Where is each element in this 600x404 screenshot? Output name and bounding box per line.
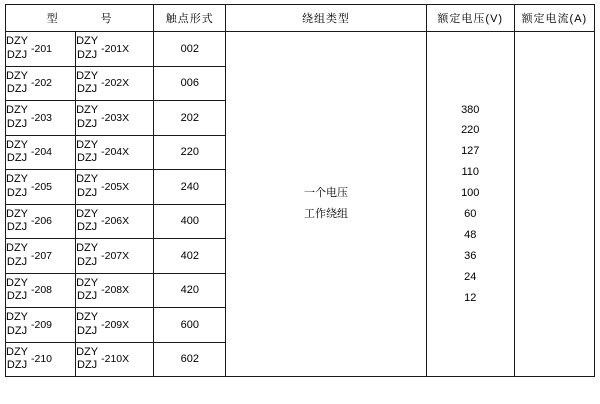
model-suffix: -202 (31, 77, 53, 90)
model-cell-b (76, 32, 154, 67)
model-prefix-dzj: DZJ (6, 117, 28, 130)
model-prefix-dzy: DZY (6, 69, 28, 82)
model-prefix-dzj: DZJ (77, 83, 98, 96)
specification-table (5, 4, 595, 377)
model-prefix-dzj: DZJ (6, 186, 28, 199)
model-prefix-dzj: DZJ (77, 221, 98, 234)
model-cell-a (6, 101, 76, 136)
table-row (6, 32, 595, 67)
model-prefix-dzy: DZY (76, 276, 99, 289)
model-prefix-dzy: DZY (76, 104, 99, 116)
model-cell-b (76, 342, 154, 377)
model-cell-b (76, 66, 154, 101)
model-suffix-x: -204X (101, 146, 130, 159)
model-prefix-dzj: DZJ (77, 117, 98, 130)
model-prefix-dzj: DZJ (77, 255, 98, 268)
model-suffix: -206 (31, 215, 53, 228)
winding-line-1: 一个电压 (304, 187, 348, 200)
table-body (6, 32, 595, 377)
model-prefix-dzj: DZJ (77, 186, 98, 199)
contact-form-value: 420 (154, 273, 226, 308)
model-prefix-dzj: DZJ (77, 152, 98, 165)
voltage-value: 48 (464, 228, 477, 241)
model-suffix-x: -206X (101, 215, 130, 228)
model-cell-b (76, 101, 154, 136)
contact-form-value: 240 (154, 170, 226, 205)
model-prefix-dzj: DZJ (6, 48, 28, 61)
model-suffix-x: -205X (101, 180, 130, 193)
voltage-value: 100 (461, 187, 480, 200)
model-prefix-dzj: DZJ (6, 221, 28, 234)
model-cell-b (76, 170, 154, 205)
contact-form-value: 600 (154, 308, 226, 343)
model-suffix: -205 (31, 180, 53, 193)
model-cell-a (6, 273, 76, 308)
model-prefix-dzy: DZY (6, 104, 28, 116)
model-prefix-dzj: DZJ (6, 359, 28, 372)
header-model-left: 型 (46, 13, 59, 25)
model-prefix-dzy: DZY (6, 138, 28, 151)
model-cell-a (6, 204, 76, 239)
contact-form-value: 202 (154, 101, 226, 136)
winding-type-cell (226, 32, 426, 377)
contact-form-value: 220 (154, 135, 226, 170)
winding-line-2: 工作绕组 (304, 208, 348, 220)
model-suffix-x: -209X (101, 318, 130, 331)
rated-current-cell (514, 32, 594, 377)
model-suffix-x: -207X (101, 249, 130, 262)
model-prefix-dzy: DZY (76, 207, 99, 220)
contact-form-value: 602 (154, 342, 226, 377)
model-suffix: -203 (31, 111, 53, 124)
voltage-value: 24 (464, 270, 477, 283)
model-cell-a (6, 342, 76, 377)
model-suffix-x: -201X (101, 42, 130, 55)
model-prefix-dzy: DZY (76, 173, 99, 185)
model-prefix-dzy: DZY (6, 276, 28, 289)
header-rated-voltage: 额定电压(V) (426, 5, 514, 32)
voltage-value: 36 (464, 249, 477, 262)
model-prefix-dzy: DZY (6, 345, 28, 358)
voltage-value: 380 (461, 103, 480, 116)
model-suffix-x: -208X (101, 284, 130, 297)
contact-form-value: 006 (154, 66, 226, 101)
model-prefix-dzj: DZJ (6, 152, 28, 165)
header-row (6, 5, 595, 32)
model-prefix-dzj: DZJ (6, 83, 28, 96)
contact-form-value: 402 (154, 239, 226, 274)
model-cell-b (76, 273, 154, 308)
model-cell-a (6, 66, 76, 101)
model-prefix-dzj: DZJ (77, 359, 98, 372)
spec-sheet (0, 4, 600, 404)
model-suffix: -210 (31, 353, 53, 366)
header-model-right: 号 (100, 13, 113, 25)
header-model (6, 5, 154, 32)
voltage-value: 127 (461, 145, 480, 158)
model-cell-a (6, 170, 76, 205)
model-cell-a (6, 135, 76, 170)
model-cell-a (6, 239, 76, 274)
table-header (6, 5, 595, 32)
model-prefix-dzj: DZJ (6, 324, 28, 337)
model-prefix-dzy: DZY (6, 173, 28, 185)
model-suffix: -208 (31, 284, 53, 297)
voltage-value: 110 (461, 166, 480, 179)
model-prefix-dzj: DZJ (77, 290, 98, 303)
rated-voltage-cell (426, 32, 514, 377)
model-prefix-dzy: DZY (76, 242, 99, 254)
model-prefix-dzy: DZY (6, 207, 28, 220)
model-prefix-dzy: DZY (76, 345, 99, 358)
model-cell-a (6, 308, 76, 343)
model-prefix-dzy: DZY (76, 138, 99, 151)
model-prefix-dzj: DZJ (6, 290, 28, 303)
model-prefix-dzy: DZY (6, 311, 28, 323)
model-suffix: -204 (31, 146, 53, 159)
header-contact-form: 触点形式 (154, 5, 226, 32)
model-suffix-x: -210X (101, 353, 130, 366)
model-suffix: -201 (31, 42, 53, 55)
model-cell-b (76, 204, 154, 239)
model-prefix-dzj: DZJ (77, 324, 98, 337)
model-suffix: -209 (31, 318, 53, 331)
model-suffix-x: -203X (101, 111, 130, 124)
model-suffix: -207 (31, 249, 53, 262)
contact-form-value: 400 (154, 204, 226, 239)
model-prefix-dzy: DZY (76, 69, 99, 82)
model-prefix-dzj: DZJ (77, 48, 98, 61)
voltage-value: 60 (464, 208, 477, 220)
model-prefix-dzj: DZJ (6, 255, 28, 268)
model-suffix-x: -202X (101, 77, 130, 90)
model-prefix-dzy: DZY (6, 242, 28, 254)
model-prefix-dzy: DZY (76, 311, 99, 323)
model-cell-b (76, 308, 154, 343)
model-cell-a (6, 32, 76, 67)
model-cell-b (76, 135, 154, 170)
header-rated-current: 额定电流(A) (514, 5, 594, 32)
voltage-value: 12 (464, 291, 477, 304)
model-cell-b (76, 239, 154, 274)
model-prefix-dzy: DZY (76, 35, 99, 47)
voltage-value: 220 (461, 124, 480, 137)
contact-form-value: 002 (154, 32, 226, 67)
model-prefix-dzy: DZY (6, 35, 28, 47)
header-winding-type: 绕组类型 (226, 5, 426, 32)
